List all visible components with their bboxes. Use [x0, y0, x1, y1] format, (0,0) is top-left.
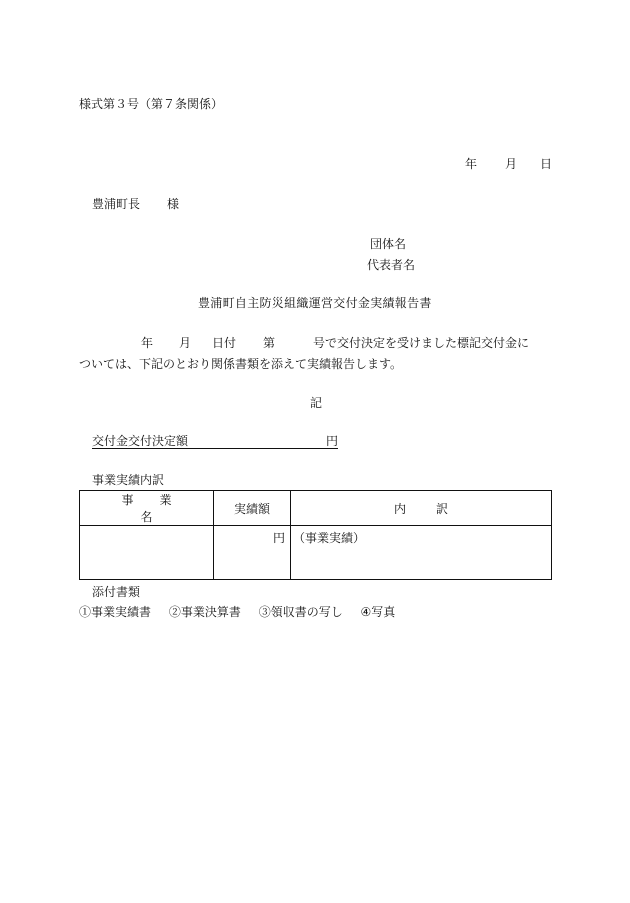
table-header-row	[80, 491, 552, 526]
attachment-item: ②事業決算書	[168, 605, 241, 619]
breakdown-section-label: 事業実績内訳	[92, 473, 165, 487]
body-dai: 第	[263, 336, 276, 350]
attachment-item: ③領収書の写し	[258, 605, 343, 619]
addressee-name: 豊浦町長	[92, 197, 141, 211]
header-actual-amount: 実績額	[214, 491, 291, 526]
date-year-label: 年	[465, 157, 478, 171]
document-title: 豊浦町自主防災組織運営交付金実績報告書	[198, 296, 432, 310]
addressee-honorific: 様	[167, 197, 180, 211]
date-month-label: 月	[505, 157, 518, 171]
attachments-section-label: 添付書類	[92, 585, 141, 599]
header-breakdown: 内訳	[291, 491, 552, 526]
group-name-label: 団体名	[370, 237, 407, 251]
actual-amount-cell[interactable]: 円	[214, 526, 291, 580]
breakdown-note-cell[interactable]: （事業実績）	[291, 526, 552, 580]
decision-amount-label: 交付金交付決定額	[92, 434, 189, 448]
date-day-label: 日	[540, 157, 553, 171]
table-row	[80, 526, 552, 580]
representative-name-label: 代表者名	[367, 258, 416, 272]
form-number: 様式第３号（第７条関係）	[79, 97, 224, 111]
body-day-date: 日付	[212, 336, 237, 350]
attachments-list	[79, 605, 409, 619]
decision-amount-line	[92, 434, 338, 449]
ki-heading: 記	[310, 396, 323, 410]
body-month: 月	[179, 336, 192, 350]
attachment-item: ④写真	[360, 605, 396, 619]
decision-amount-unit: 円	[325, 434, 338, 448]
body-line-2: ついては、下記のとおり関係書類を添えて実績報告します。	[79, 357, 403, 371]
breakdown-table	[79, 490, 552, 580]
header-project-name: 事業名	[80, 491, 214, 526]
project-name-cell[interactable]	[80, 526, 214, 580]
attachment-item: ①事業実績書	[79, 605, 152, 619]
body-year: 年	[141, 336, 154, 350]
body-rest: 号で交付決定を受けました標記交付金に	[313, 336, 530, 350]
